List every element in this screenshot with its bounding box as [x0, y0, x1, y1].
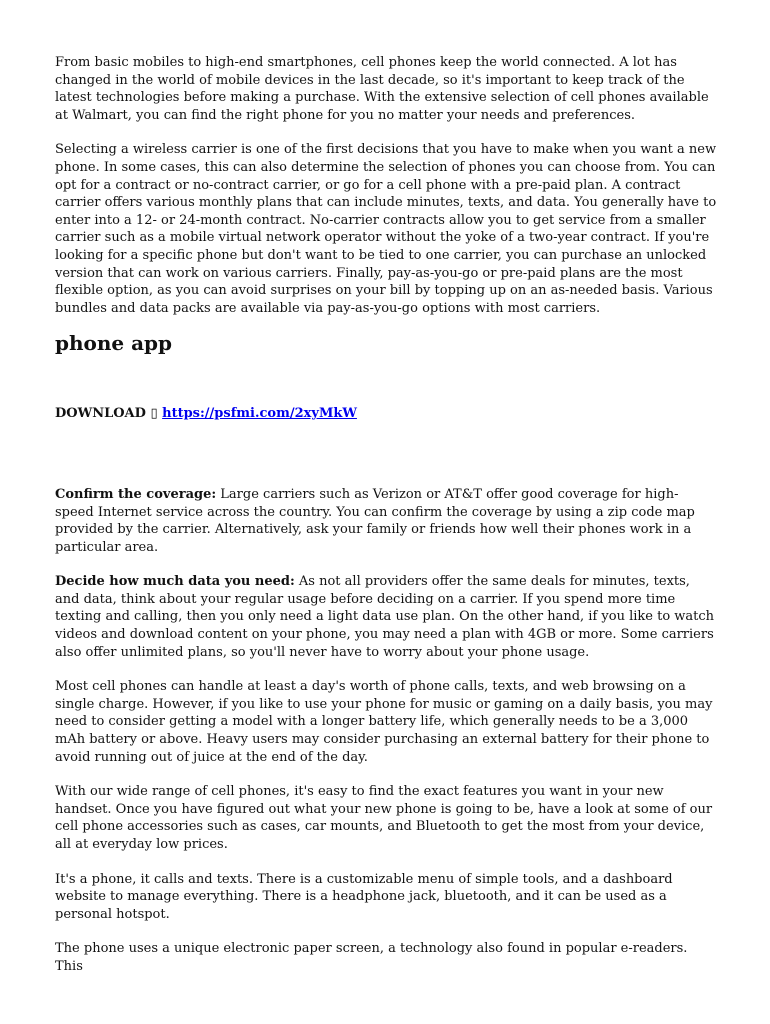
- tip-coverage-text: Large carriers such as Verizon or AT&T offer good coverage for high-speed Internet service across the country. You can confirm the coverage by using a zip code map provided by the carrier. Alternatively, ask your family or friends how well their phones work in a particular area.: [55, 486, 695, 555]
- body-paragraph-range: With our wide range of cell phones, it's easy to find the exact features you want in your new handset. Once you have figured out what your new phone is going to be, have a look at some of our cell phone accessories such as cases, car mounts, and Bluetooth to get the most from your device, all at everyday low prices.: [55, 784, 713, 852]
- download-line: [55, 405, 717, 423]
- tip-coverage: [55, 486, 717, 556]
- body-paragraph-features: It's a phone, it calls and texts. There is a customizable menu of simple tools, and a dashboard website to manage everything. There is a headphone jack, bluetooth, and it can be used as a personal hotspot.: [55, 871, 673, 922]
- body-paragraph-battery: Most cell phones can handle at least a day's worth of phone calls, texts, and web browsing on a single charge. However, if you like to use your phone for music or gaming on a daily basis, you may need to consider getting a model with a longer battery life, which generally needs to be a 3,000 mAh battery or above. Heavy users may consider purchasing an external battery for their phone to avoid running out of juice at the end of the day.: [55, 679, 713, 765]
- document-page: [55, 54, 717, 993]
- download-link[interactable]: https://psfmi.com/2xyMkW: [162, 406, 357, 422]
- download-label: DOWNLOAD: [55, 406, 146, 422]
- tip-coverage-lead: Confirm the coverage:: [55, 486, 217, 502]
- intro-paragraph-1: From basic mobiles to high-end smartphones, cell phones keep the world connected. A lot has changed in the world of mobile devices in the last decade, so it's important to keep track of the latest technologies before making a purchase. With the extensive selection of cell phones available at Walmart, you can find the right phone for you no matter your needs and preferences.: [55, 55, 709, 123]
- section-heading: phone app: [55, 331, 173, 356]
- tip-data-text: As not all providers offer the same deals for minutes, texts, and data, think about your regular usage before deciding on a carrier. If you spend more time texting and calling, then you only need a light data use plan. On the other hand, if you like to watch videos and download content on your phone, you may need a plan with 4GB or more. Some carriers also offer unlimited plans, so you'll never have to worry about your phone usage.: [55, 574, 715, 660]
- tip-data-lead: Decide how much data you need:: [55, 574, 295, 590]
- tip-data: [55, 573, 717, 661]
- body-paragraph-screen: The phone uses a unique electronic paper screen, a technology also found in popular e-readers. This: [55, 941, 688, 974]
- missing-glyph-icon: ▯: [150, 406, 158, 422]
- intro-paragraph-2: Selecting a wireless carrier is one of the first decisions that you have to make when you want a new phone. In some cases, this can also determine the selection of phones you can choose from. You can opt for a contract or no-contract carrier, or go for a cell phone with a pre-paid plan. A contract carrier offers various monthly plans that can include minutes, texts, and data. You generally have to enter into a 12- or 24-month contract. No-carrier contracts allow you to get service from a smaller carrier such as a mobile virtual network operator without the yoke of a two-year contract. If you're looking for a specific phone but don't want to be tied to one carrier, you can purchase an unlocked version that can work on various carriers. Finally, pay-as-you-go or pre-paid plans are the most flexible option, as you can avoid surprises on your bill by topping up on an as-needed basis. Various bundles and data packs are available via pay-as-you-go options with most carriers.: [55, 142, 717, 316]
